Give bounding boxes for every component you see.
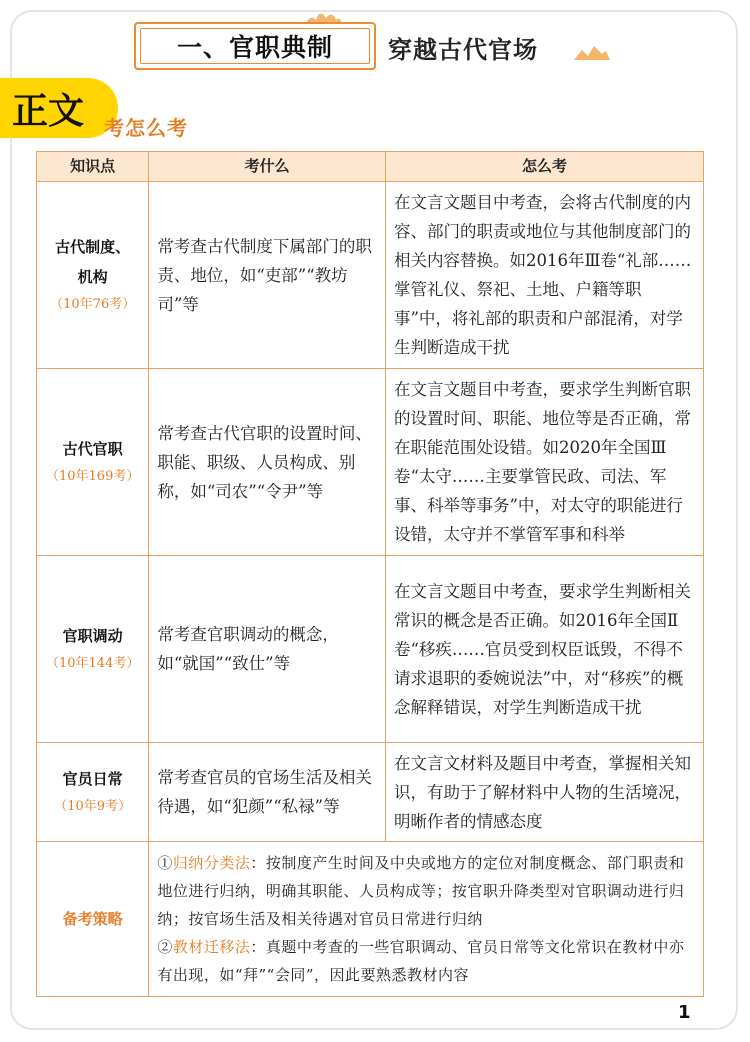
topic-name: 古代制度、: [55, 238, 131, 256]
what-cell: 常考查官员的官场生活及相关待遇，如“犯颜”“私禄”等: [149, 743, 386, 842]
table-row: [37, 743, 704, 842]
topic-name: 机构: [77, 268, 108, 286]
strategy-key-1: 归纳分类法: [172, 854, 251, 872]
strategy-text-1: ：按制度产生时间及中央或地方的定位对制度概念、部门职责和地位进行归纳，明确其职能、人员构成等；按官职升降类型对官职调动进行归纳；按官场生活及相关待遇对官员日常进行归纳: [157, 854, 685, 928]
chapter-title-box: [134, 22, 376, 70]
table-row: [37, 556, 704, 743]
topic-cell: [37, 743, 149, 842]
topic-count: （10年169考）: [45, 469, 140, 484]
topic-name: 官职调动: [62, 627, 123, 645]
strategy-text-2: ：真题中考查的一些官职调动、官员日常等文化常识在教材中亦有出现，如“拜”“会同”，因此要熟悉教材内容: [157, 938, 685, 984]
col-header-how: 怎么考: [385, 152, 703, 182]
strategy-num-1: ①: [157, 854, 173, 872]
topic-count: （10年76考）: [50, 297, 136, 312]
topic-cell: [37, 182, 149, 369]
topic-cell: [37, 556, 149, 743]
table-row: [37, 369, 704, 556]
chapter-title: 一、官职典制: [140, 28, 370, 64]
col-header-topic: 知识点: [37, 152, 149, 182]
what-cell: 常考查官职调动的概念，如“就国”“致仕”等: [149, 556, 386, 743]
how-cell: 在文言文题目中考查，要求学生判断官职的设置时间、职能、地位等是否正确，常在职能范围处设错。如2020年全国Ⅲ卷“太守……主要掌管民政、司法、军事、科举等事务”中，对太守的职能进行设错，太守并不掌管军事和科举: [385, 369, 703, 556]
what-cell: 常考查古代官职的设置时间、职能、职级、人员构成、别称，如“司农”“令尹”等: [149, 369, 386, 556]
section-title: 考怎么考: [104, 116, 188, 140]
topic-name: 古代官职: [62, 440, 123, 458]
strategy-row: [37, 842, 704, 997]
col-header-what: 考什么: [149, 152, 386, 182]
strategy-key-2: 教材迁移法: [172, 938, 251, 956]
mountain-ornament-icon: [574, 42, 610, 60]
strategy-num-2: ②: [157, 938, 173, 956]
topic-name: 官员日常: [62, 770, 123, 788]
topic-count: （10年144考）: [45, 656, 140, 671]
how-cell: 在文言文材料及题目中考查，掌握相关知识，有助于了解材料中人物的生活境况，明晰作者的情感态度: [385, 743, 703, 842]
topic-count: （10年9考）: [54, 799, 132, 814]
page-number: 1: [678, 1002, 691, 1023]
how-cell: 在文言文题目中考查，会将古代制度的内容、部门的职责或地位与其他制度部门的相关内容替换。如2016年Ⅲ卷“礼部……掌管礼仪、祭祀、土地、户籍等职事”中，将礼部的职责和户部混淆，对学生判断造成干扰: [385, 182, 703, 369]
how-cell: 在文言文题目中考查，要求学生判断相关常识的概念是否正确。如2016年全国Ⅱ卷“移疾……官员受到权臣诋毁，不得不请求退职的委婉说法”中，对“移疾”的概念解释错误，对学生判断造成干扰: [385, 556, 703, 743]
exam-table: [36, 151, 704, 997]
table-header-row: [37, 152, 704, 182]
strategy-label-cell: [37, 842, 149, 997]
strategy-content: [149, 842, 704, 997]
strategy-label: 备考策略: [62, 910, 123, 928]
topic-cell: [37, 369, 149, 556]
chapter-subtitle: 穿越古代官场: [388, 36, 538, 64]
table-row: [37, 182, 704, 369]
what-cell: 常考查古代制度下属部门的职责、地位，如“吏部”“教坊司”等: [149, 182, 386, 369]
body-badge: 正文: [0, 78, 118, 138]
